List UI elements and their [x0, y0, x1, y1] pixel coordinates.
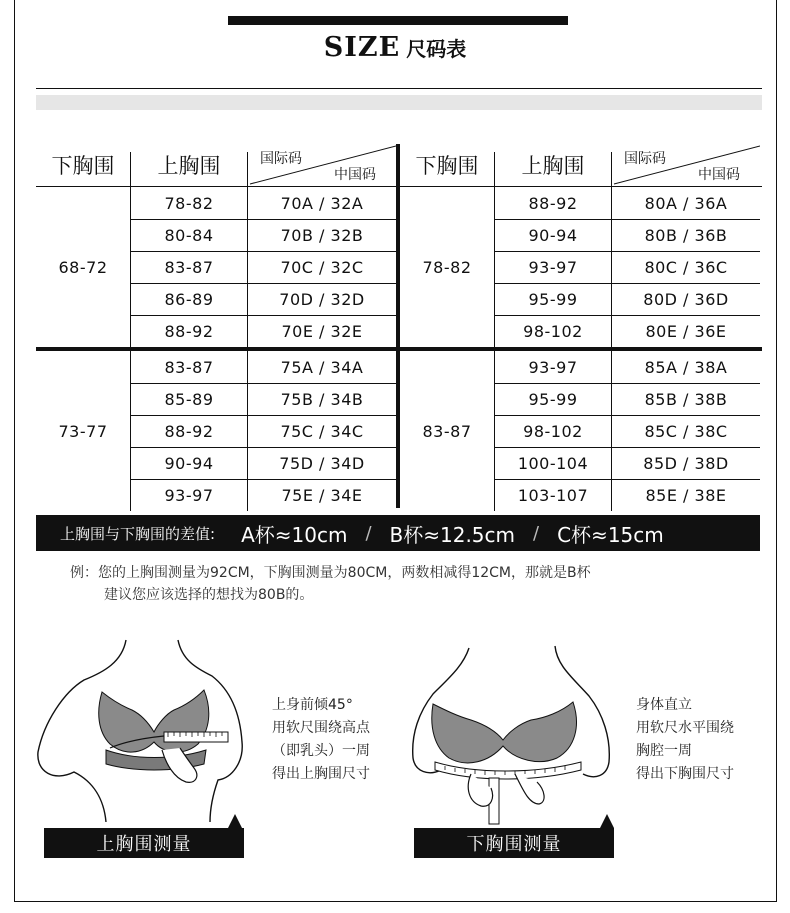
header-divider: [611, 152, 612, 186]
under-instruction-line: 得出下胸围尺寸: [636, 766, 734, 782]
size-value: 80A / 36A: [644, 193, 728, 213]
example-text: [70, 562, 591, 606]
under-bust-value: 83-87: [422, 421, 472, 441]
upper-bust-value: 93-97: [164, 485, 214, 505]
size-value: 70D / 32D: [279, 289, 365, 309]
upper-bust-value: 83-87: [164, 257, 214, 277]
cup-c-value: C杯≈15cm: [557, 522, 664, 547]
header-size-left: [248, 144, 396, 186]
title-en: SIZE: [323, 32, 401, 63]
title-rule: [36, 88, 762, 89]
header-divider: [247, 152, 248, 186]
upper-bust-illustration: [34, 632, 249, 822]
under-instruction-line: 身体直立: [636, 697, 692, 713]
under-bust-value: 78-82: [422, 257, 472, 277]
size-value: 85A / 38A: [644, 357, 728, 377]
frame-right-border: [776, 0, 777, 902]
upper-bust-value: 95-99: [528, 389, 578, 409]
header-divider: [494, 152, 495, 186]
cn-size-label-right: 中国码: [698, 167, 740, 183]
upper-bust-value: 90-94: [164, 453, 214, 473]
size-value: 70A / 32A: [280, 193, 364, 213]
intl-size-label-right: 国际码: [624, 151, 666, 167]
separator: /: [365, 522, 372, 544]
upper-bust-value: 88-92: [164, 421, 214, 441]
size-value: 75B / 34B: [280, 389, 364, 409]
upper-bust-value: 100-104: [517, 453, 589, 473]
size-value: 70E / 32E: [281, 321, 363, 341]
size-value: 75A / 34A: [280, 357, 364, 377]
upper-bust-value: 83-87: [164, 357, 214, 377]
header-size-right: [612, 144, 760, 186]
under-measure-label: 下胸围测量: [466, 834, 562, 855]
upper-bust-value: 86-89: [164, 289, 214, 309]
gray-divider-bar: [36, 95, 762, 110]
difference-label: 上胸围与下胸围的差值:: [60, 524, 216, 543]
size-value: 85D / 38D: [643, 453, 729, 473]
upper-instruction-line: 用软尺围绕高点: [272, 720, 370, 736]
caption-corner-triangle: [598, 812, 616, 830]
upper-instruction-line: （即乳头）一周: [272, 743, 370, 759]
size-value: 80C / 36C: [644, 257, 728, 277]
size-value: 75E / 34E: [281, 485, 363, 505]
page-title: [0, 32, 790, 63]
upper-instruction-line: 上身前倾45°: [272, 697, 353, 713]
under-bust-illustration: [405, 638, 620, 828]
upper-instructions: [272, 694, 370, 786]
under-instruction-line: 胸腔一周: [636, 743, 692, 759]
size-value: 70C / 32C: [280, 257, 364, 277]
under-bust-value: 68-72: [58, 257, 108, 277]
header-under-bust-left: 下胸围: [51, 154, 115, 178]
header-upper-bust-right: 上胸围: [521, 154, 585, 178]
size-value: 85B / 38B: [644, 389, 728, 409]
cup-a-value: A杯≈10cm: [241, 522, 348, 547]
frame-left-border: [14, 0, 15, 902]
upper-bust-value: 78-82: [164, 193, 214, 213]
upper-measure-caption: [44, 828, 244, 858]
separator: /: [533, 522, 540, 544]
under-instructions: [636, 694, 734, 786]
example-line-2: 建议您应该选择的想找为80B的。: [104, 587, 314, 603]
upper-bust-value: 93-97: [528, 357, 578, 377]
size-value: 85C / 38C: [644, 421, 728, 441]
intl-size-label-left: 国际码: [260, 151, 302, 167]
size-value: 70B / 32B: [280, 225, 364, 245]
upper-bust-value: 85-89: [164, 389, 214, 409]
frame-bottom-border: [14, 901, 777, 902]
upper-bust-value: 93-97: [528, 257, 578, 277]
under-bust-value: 73-77: [58, 421, 108, 441]
cn-size-label-left: 中国码: [334, 167, 376, 183]
upper-measure-label: 上胸围测量: [96, 834, 192, 855]
size-value: 80D / 36D: [643, 289, 729, 309]
upper-bust-value: 98-102: [523, 421, 583, 441]
upper-instruction-line: 得出上胸围尺寸: [272, 766, 370, 782]
upper-bust-value: 98-102: [523, 321, 583, 341]
size-value: 85E / 38E: [645, 485, 727, 505]
example-line-1: 例：您的上胸围测量为92CM，下胸围测量为80CM，两数相减得12CM，那就是B杯: [70, 565, 591, 581]
upper-bust-value: 90-94: [528, 225, 578, 245]
under-measure-caption: [414, 828, 614, 858]
upper-bust-value: 88-92: [164, 321, 214, 341]
upper-bust-value: 95-99: [528, 289, 578, 309]
size-value: 75D / 34D: [279, 453, 365, 473]
title-cn: 尺码表: [406, 37, 467, 61]
size-table: [36, 144, 762, 508]
size-value: 80B / 36B: [644, 225, 728, 245]
cup-b-value: B杯≈12.5cm: [389, 522, 516, 547]
size-value: 80E / 36E: [645, 321, 727, 341]
upper-bust-value: 80-84: [164, 225, 214, 245]
title-top-bar: [228, 16, 568, 25]
header-divider: [130, 152, 131, 186]
upper-bust-value: 103-107: [517, 485, 589, 505]
size-value: 75C / 34C: [280, 421, 364, 441]
caption-corner-triangle: [226, 812, 244, 830]
header-upper-bust-left: 上胸围: [157, 154, 221, 178]
under-instruction-line: 用软尺水平围绕: [636, 720, 734, 736]
upper-bust-value: 88-92: [528, 193, 578, 213]
header-under-bust-right: 下胸围: [415, 154, 479, 178]
difference-bar: [36, 515, 760, 551]
